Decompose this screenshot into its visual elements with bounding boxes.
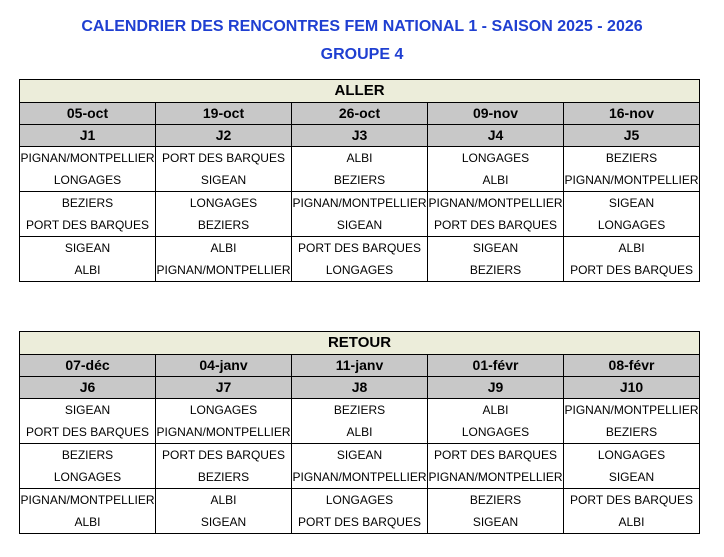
home-team: PORT DES BARQUES: [428, 444, 564, 467]
home-team: BEZIERS: [292, 399, 428, 422]
matchday-cell: J2: [156, 125, 292, 147]
phase-label-retour: RETOUR: [20, 332, 700, 355]
home-team: LONGAGES: [292, 489, 428, 512]
matchday-cell: J8: [292, 377, 428, 399]
away-team: ALBI: [564, 511, 700, 534]
home-team: SIGEAN: [20, 237, 156, 260]
away-team: BEZIERS: [292, 169, 428, 192]
home-team: ALBI: [564, 237, 700, 260]
away-team: PIGNAN/MONTPELLIER: [156, 259, 292, 282]
away-team: LONGAGES: [428, 421, 564, 444]
home-team: PIGNAN/MONTPELLIER: [20, 489, 156, 512]
date-cell: 09-nov: [428, 103, 564, 125]
page-title: CALENDRIER DES RENCONTRES FEM NATIONAL 1 - SAISON 2025 - 2026: [81, 18, 643, 35]
matchday-cell: J4: [428, 125, 564, 147]
away-team: SIGEAN: [428, 511, 564, 534]
date-cell: 08-févr: [564, 355, 700, 377]
away-team: PORT DES BARQUES: [20, 421, 156, 444]
home-team: ALBI: [292, 147, 428, 170]
matchday-cell: J1: [20, 125, 156, 147]
home-team: PORT DES BARQUES: [156, 147, 292, 170]
date-cell: 16-nov: [564, 103, 700, 125]
matchday-cell: J5: [564, 125, 700, 147]
home-team: PORT DES BARQUES: [156, 444, 292, 467]
away-team: BEZIERS: [156, 466, 292, 489]
date-cell: 05-oct: [20, 103, 156, 125]
group-title: GROUPE 4: [320, 46, 404, 63]
away-team: ALBI: [292, 421, 428, 444]
away-team: ALBI: [428, 169, 564, 192]
home-team: PIGNAN/MONTPELLIER: [428, 192, 564, 215]
home-team: LONGAGES: [564, 444, 700, 467]
home-team: BEZIERS: [428, 489, 564, 512]
matchday-cell: J7: [156, 377, 292, 399]
home-team: BEZIERS: [564, 147, 700, 170]
phase-label-aller: ALLER: [20, 80, 700, 103]
home-team: LONGAGES: [156, 192, 292, 215]
date-cell: 01-févr: [428, 355, 564, 377]
away-team: SIGEAN: [156, 511, 292, 534]
away-team: ALBI: [20, 511, 156, 534]
away-team: LONGAGES: [564, 214, 700, 237]
home-team: ALBI: [428, 399, 564, 422]
home-team: SIGEAN: [292, 444, 428, 467]
aller-table: [19, 79, 700, 282]
away-team: BEZIERS: [156, 214, 292, 237]
away-team: PIGNAN/MONTPELLIER: [156, 421, 292, 444]
away-team: PORT DES BARQUES: [428, 214, 564, 237]
home-team: LONGAGES: [428, 147, 564, 170]
away-team: LONGAGES: [20, 169, 156, 192]
date-cell: 26-oct: [292, 103, 428, 125]
home-team: PIGNAN/MONTPELLIER: [20, 147, 156, 170]
date-cell: 19-oct: [156, 103, 292, 125]
home-team: SIGEAN: [20, 399, 156, 422]
home-team: BEZIERS: [20, 192, 156, 215]
home-team: ALBI: [156, 237, 292, 260]
away-team: LONGAGES: [292, 259, 428, 282]
home-team: SIGEAN: [564, 192, 700, 215]
away-team: PIGNAN/MONTPELLIER: [428, 466, 564, 489]
away-team: SIGEAN: [564, 466, 700, 489]
away-team: SIGEAN: [156, 169, 292, 192]
retour-table: [19, 331, 700, 534]
away-team: BEZIERS: [564, 421, 700, 444]
date-cell: 07-déc: [20, 355, 156, 377]
date-cell: 11-janv: [292, 355, 428, 377]
home-team: BEZIERS: [20, 444, 156, 467]
away-team: ALBI: [20, 259, 156, 282]
matchday-cell: J9: [428, 377, 564, 399]
date-cell: 04-janv: [156, 355, 292, 377]
matchday-cell: J3: [292, 125, 428, 147]
home-team: PORT DES BARQUES: [292, 237, 428, 260]
home-team: PIGNAN/MONTPELLIER: [292, 192, 428, 215]
home-team: PIGNAN/MONTPELLIER: [564, 399, 700, 422]
away-team: PORT DES BARQUES: [564, 259, 700, 282]
away-team: PIGNAN/MONTPELLIER: [292, 466, 428, 489]
home-team: ALBI: [156, 489, 292, 512]
home-team: LONGAGES: [156, 399, 292, 422]
away-team: PORT DES BARQUES: [292, 511, 428, 534]
away-team: LONGAGES: [20, 466, 156, 489]
matchday-cell: J6: [20, 377, 156, 399]
away-team: BEZIERS: [428, 259, 564, 282]
home-team: SIGEAN: [428, 237, 564, 260]
away-team: SIGEAN: [292, 214, 428, 237]
away-team: PORT DES BARQUES: [20, 214, 156, 237]
away-team: PIGNAN/MONTPELLIER: [564, 169, 700, 192]
home-team: PORT DES BARQUES: [564, 489, 700, 512]
matchday-cell: J10: [564, 377, 700, 399]
